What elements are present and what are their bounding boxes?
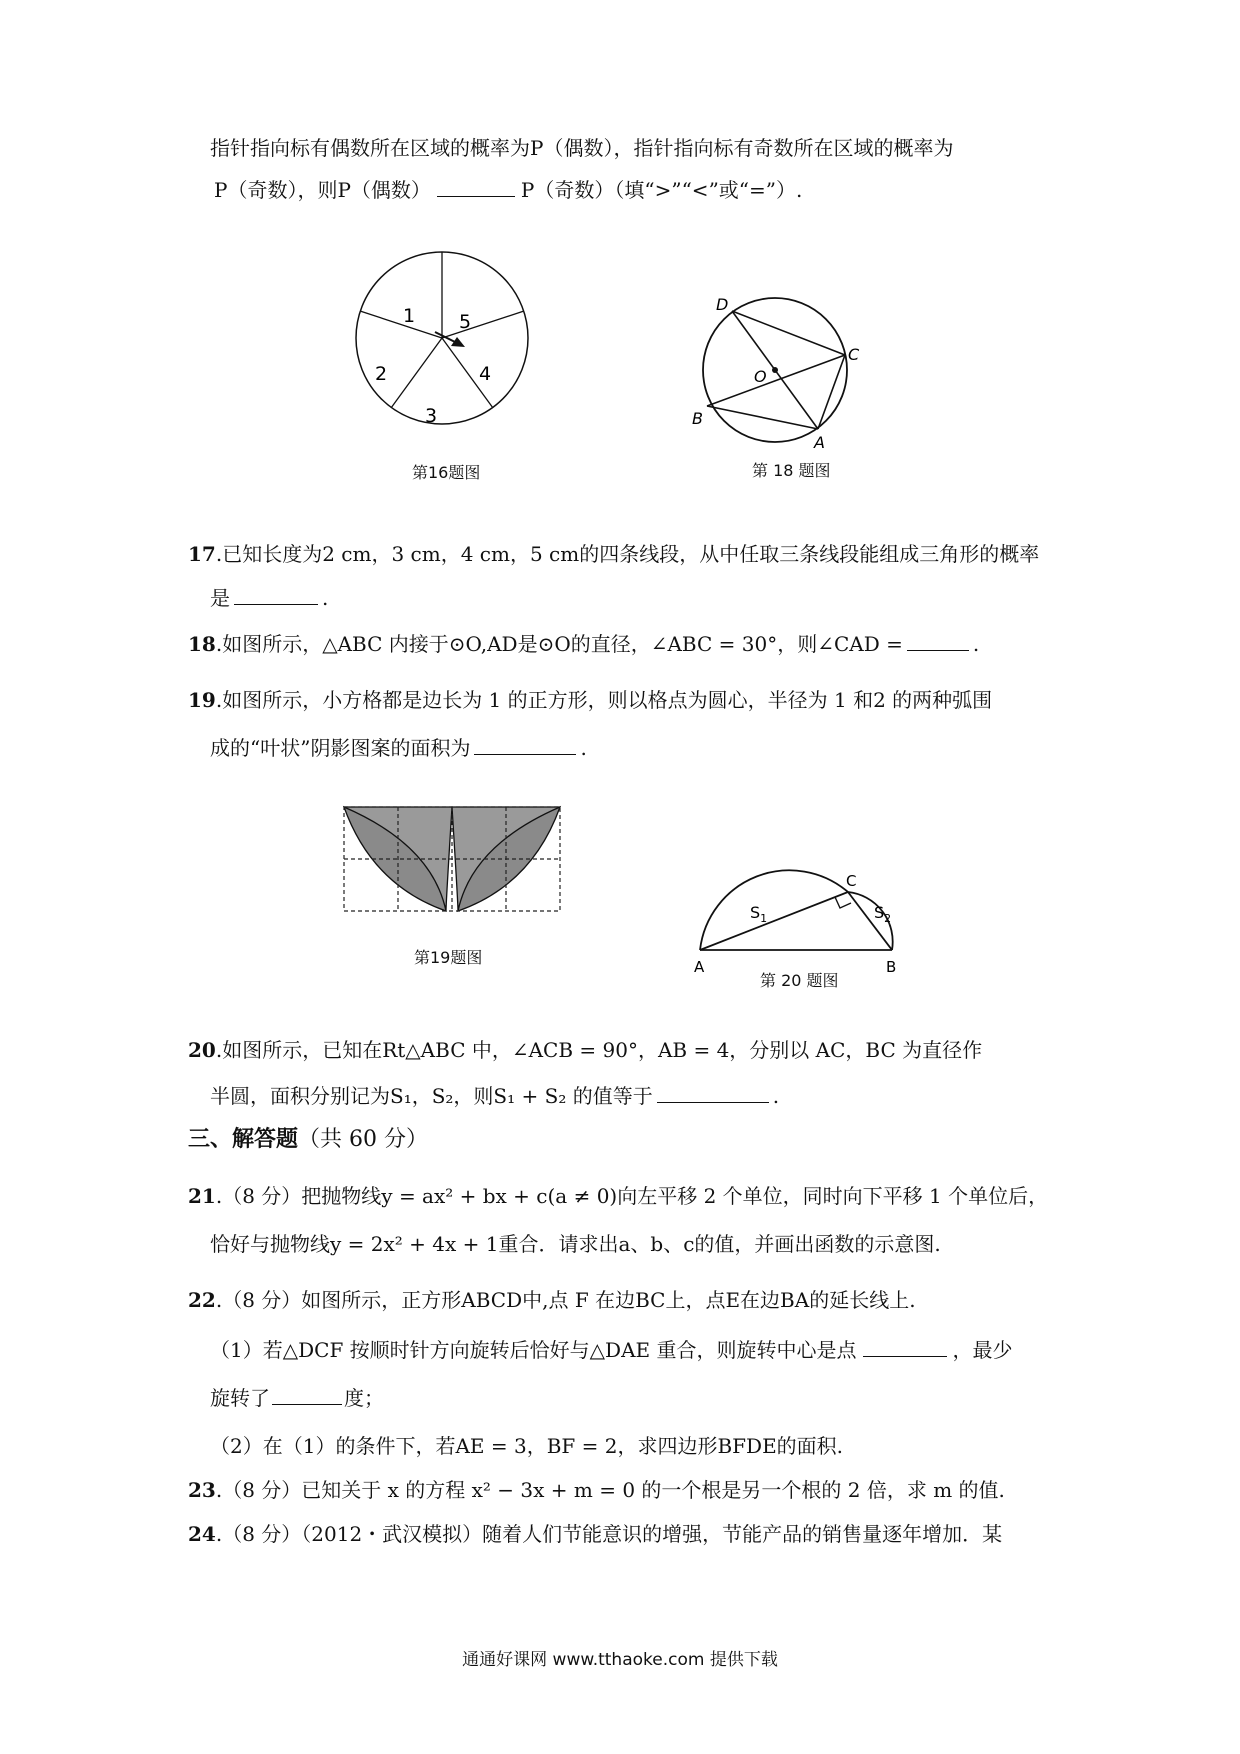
circle-triangle-figure: [690, 290, 870, 455]
q22-number: 22: [188, 1288, 216, 1312]
q20-line1: [188, 1036, 982, 1064]
q17-number: 17: [188, 542, 216, 566]
area-label: $S_1$: [750, 903, 768, 925]
q18-end: .: [972, 632, 980, 656]
q21-line2: 恰好与抛物线y = 2x² + 4x + 1重合．请求出a、b、c的值，并画出函数的示意图.: [210, 1232, 941, 1256]
q24-line1: [188, 1520, 1002, 1548]
q16-answer-blank: [437, 176, 515, 197]
q22-text: .（8 分）如图所示，正方形ABCD中,点 F 在边BC上，点E在边BA的延长线上.: [215, 1288, 916, 1312]
fig16-caption: 第16题图: [412, 463, 481, 482]
sector-label: 2: [375, 363, 388, 385]
q23-line1: [188, 1476, 1005, 1504]
point-label: A: [694, 958, 705, 976]
q19-line1: [188, 686, 992, 714]
q23-text: .（8 分）已知关于 x 的方程 x² − 3x + m = 0 的一个根是另一个根的 2 倍，求 m 的值.: [215, 1478, 1005, 1502]
q16-line1: 指针指向标有偶数所在区域的概率为P（偶数），指针指向标有奇数所在区域的概率为: [210, 136, 954, 160]
q20-line2: [210, 1082, 779, 1110]
point-label: B: [692, 409, 703, 428]
leaf-pattern-figure: [342, 805, 562, 915]
q18-text: .如图所示，△ABC 内接于⊙O,AD是⊙O的直径，∠ABC = 30°，则∠CAD =: [215, 632, 903, 656]
area-label: $S_2$: [874, 903, 892, 925]
q19-answer-blank: [474, 734, 576, 755]
q17-end: .: [322, 586, 329, 610]
q21-text: .（8 分）把抛物线y = ax² + bx + c(a ≠ 0)向左平移 2 个单位，同时向下平移 1 个单位后，: [215, 1184, 1049, 1208]
q22-line2: [210, 1336, 1013, 1364]
q23-number: 23: [188, 1478, 216, 1502]
point-label: C: [846, 872, 857, 890]
q22-text3-end: 度；: [344, 1386, 384, 1410]
q17-line2: [210, 584, 328, 612]
q19-end: .: [580, 736, 587, 760]
q19-text2: 成的“叶状”阴影图案的面积为: [210, 736, 471, 760]
q24-text: .（8 分）（2012・武汉模拟）随着人们节能意识的增强，节能产品的销售量逐年增加．某: [215, 1522, 1003, 1546]
section-title: 三、解答题: [188, 1127, 299, 1152]
q24-number: 24: [188, 1522, 216, 1546]
q17-text2: 是: [210, 586, 230, 610]
q20-text2: 半圆，面积分别记为S₁，S₂，则S₁ + S₂ 的值等于: [210, 1084, 653, 1108]
q22-line3: [210, 1384, 384, 1412]
q22-text2-end: ，最少: [952, 1338, 1013, 1362]
spinner-figure: [355, 248, 535, 438]
q20-text: .如图所示，已知在Rt△ABC 中，∠ACB = 90°，AB = 4，分别以 AC，BC 为直径作: [215, 1038, 983, 1062]
q18-line: [188, 630, 979, 658]
q22-blank-center: [863, 1336, 947, 1357]
fig18-caption: 第 18 题图: [752, 461, 831, 480]
q21-line1: [188, 1182, 1048, 1210]
point-label: C: [848, 345, 860, 364]
q16-line2-end: P（奇数）（填“>”“<”或“=”）.: [520, 178, 803, 202]
sector-label: 4: [479, 363, 492, 385]
q17-text: .已知长度为2 cm，3 cm，4 cm，5 cm的四条线段，从中任取三条线段能组成三角形的概率: [215, 542, 1040, 566]
q20-number: 20: [188, 1038, 216, 1062]
section-points: （共 60 分）: [298, 1127, 428, 1152]
q19-text: .如图所示，小方格都是边长为 1 的正方形，则以格点为圆心，半径为 1 和2 的两种弧围: [215, 688, 993, 712]
q21-number: 21: [188, 1184, 216, 1208]
q22-blank-angle: [272, 1384, 342, 1405]
q22-text2: （1）若△DCF 按顺时针方向旋转后恰好与△DAE 重合，则旋转中心是点: [210, 1338, 857, 1362]
page-footer: 通通好课网 www.tthaoke.com 提供下载: [462, 1650, 778, 1670]
point-label: A: [814, 433, 825, 452]
point-label: D: [716, 295, 729, 314]
q16-line2: [214, 176, 802, 204]
q22-text3: 旋转了: [210, 1386, 270, 1410]
point-label: O: [754, 367, 767, 386]
point-label: B: [886, 958, 897, 976]
q17-line1: [188, 540, 1039, 568]
q19-line2: [210, 734, 587, 762]
sector-label: 3: [425, 405, 438, 427]
sector-label: 5: [459, 311, 472, 333]
sector-label: 1: [403, 305, 416, 327]
q22-line4: （2）在（1）的条件下，若AE = 3，BF = 2，求四边形BFDE的面积.: [210, 1434, 844, 1458]
q18-answer-blank: [907, 630, 969, 651]
q16-line2-start: P（奇数），则P（偶数）: [214, 178, 431, 202]
q19-number: 19: [188, 688, 216, 712]
q17-answer-blank: [234, 584, 318, 605]
section-heading: [188, 1126, 428, 1154]
q22-line1: [188, 1286, 916, 1314]
fig19-caption: 第19题图: [414, 948, 483, 967]
fig20-caption: 第 20 题图: [760, 971, 839, 990]
q18-number: 18: [188, 632, 216, 656]
q20-end: .: [772, 1084, 780, 1108]
q20-answer-blank: [657, 1082, 769, 1103]
semicircles-figure: [688, 820, 938, 980]
